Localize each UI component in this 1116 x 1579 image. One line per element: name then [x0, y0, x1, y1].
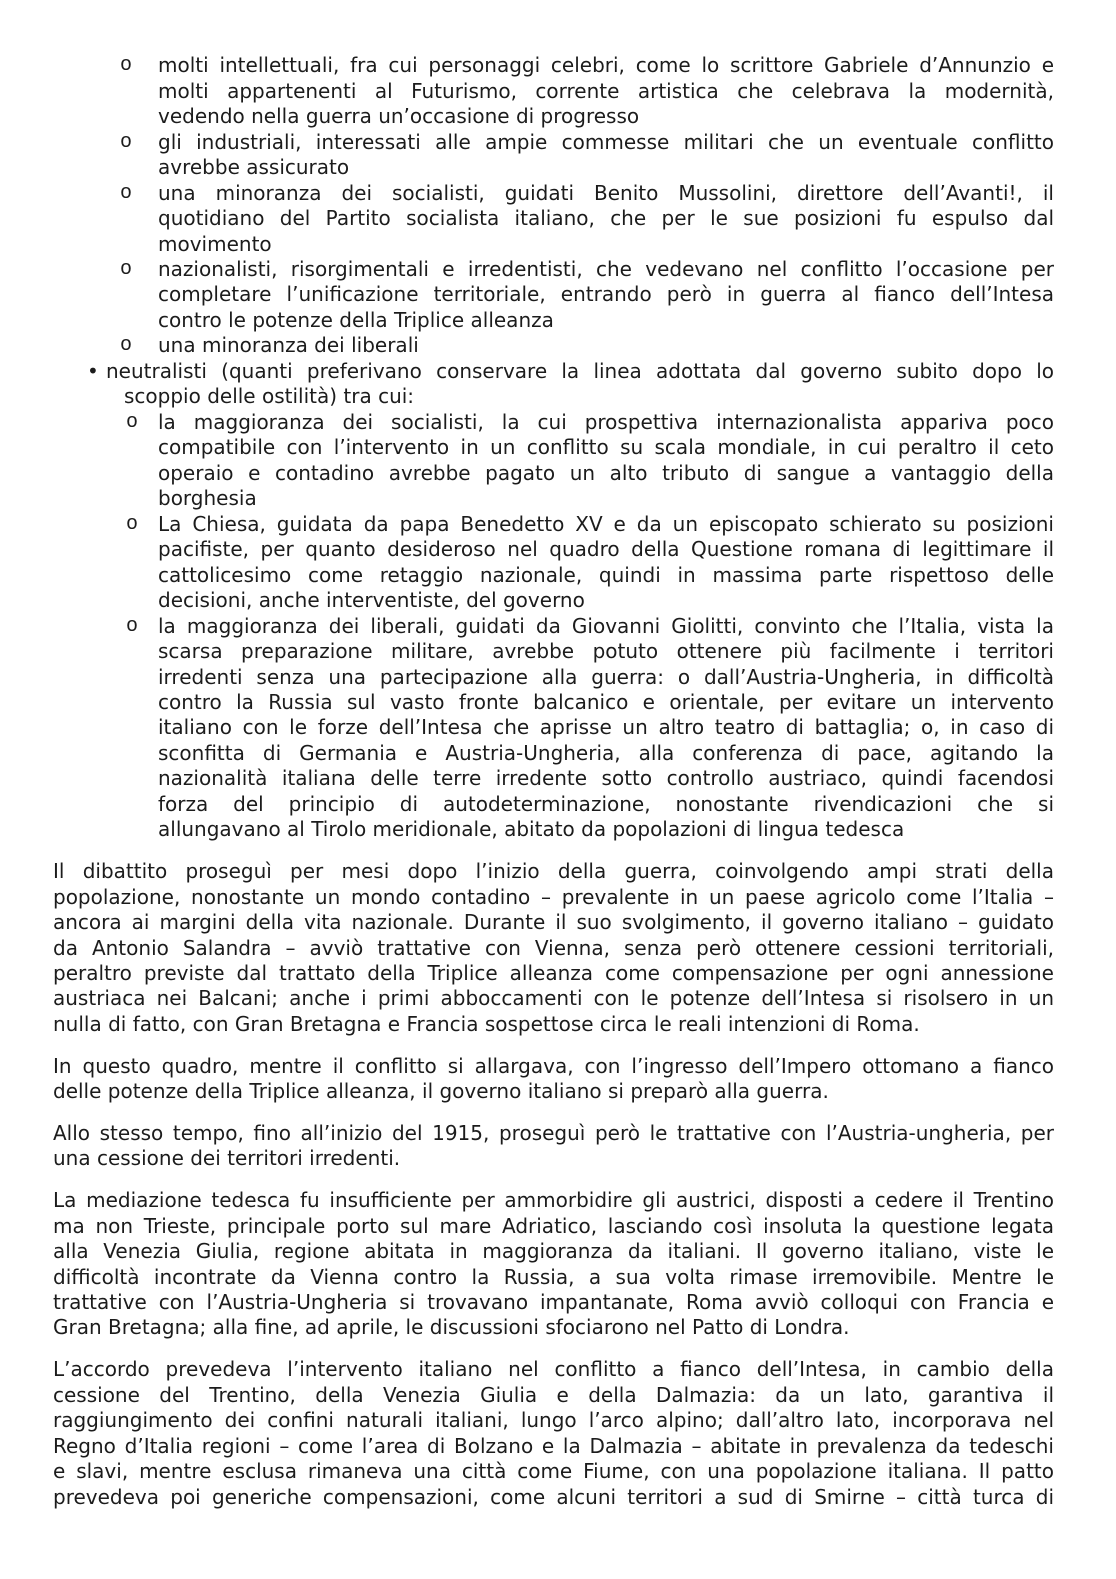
text-line: Il dibattito proseguì per mesi dopo l’inizio della guerra, coinvolgendo ampi strati della: [53, 859, 1054, 884]
text-line: allungavano al Tirolo meridionale, abitato da popolazioni di lingua tedesca: [158, 817, 905, 842]
text-line: cessione del Trentino, della Venezia Giulia e della Dalmazia: da un lato, garantiva il: [53, 1382, 1054, 1407]
neutralisti-sub-list: [126, 409, 1054, 843]
text-line: e slavi, mentre esclusa rimaneva una città come Fiume, con una popolazione italiana. Il patto: [53, 1459, 1054, 1484]
list-marker: o: [126, 614, 139, 638]
text-line: raggiungimento dei confini naturali italiani, lungo l’arco alpino; dall’altro lato, incorporava nel: [53, 1408, 1054, 1433]
text-line: operaio e contadino avrebbe pagato un alto tributo di sangue a vantaggio della: [158, 460, 1054, 485]
text-line: la maggioranza dei socialisti, la cui prospettiva internazionalista appariva poco: [158, 409, 1054, 434]
text-line: neutralisti (quanti preferivano conservare la linea adottata dal governo subito dopo lo: [106, 358, 1054, 383]
text-line: una minoranza dei socialisti, guidati Benito Mussolini, direttore dell’Avanti!, il: [158, 180, 1054, 205]
text-line: popolazione, nonostante un mondo contadino – prevalente in un paese agricolo come l’Italia –: [53, 884, 1054, 909]
list-item: [120, 257, 1054, 333]
paragraph: [53, 1121, 1054, 1172]
text-line: sconfitta di Germania e Austria-Ungheria, alla conferenza di pace, agitando la: [158, 740, 1054, 765]
text-line: avrebbe assicurato: [158, 155, 350, 180]
text-line: vedendo nella guerra un’occasione di progresso: [158, 104, 640, 129]
text-line: decisioni, anche interventiste, del governo: [158, 588, 585, 613]
text-line: L’accordo prevedeva l’intervento italiano nel conflitto a fianco dell’Intesa, in cambio della: [53, 1357, 1054, 1382]
text-line: Allo stesso tempo, fino all’inizio del 1915, proseguì però le trattative con l’Austria-ungheria, per: [53, 1120, 1054, 1145]
text-line: alla Venezia Giulia, regione abitata in maggioranza da italiani. Il governo italiano, viste le: [53, 1239, 1054, 1264]
text-line: pacifiste, per quanto desideroso nel quadro della Questione romana di legittimare il: [158, 537, 1054, 562]
list-item: [126, 613, 1054, 843]
list-item: [120, 333, 1054, 358]
text-line: movimento: [158, 231, 272, 256]
interventisti-sub-list: [120, 53, 1054, 359]
document-page: [53, 53, 1054, 1510]
text-line: gli industriali, interessati alle ampie commesse militari che un eventuale conflitto: [158, 129, 1054, 154]
list-item: [126, 409, 1054, 512]
text-line: quotidiano del Partito socialista italiano, che per le sue posizioni fu espulso dal: [158, 206, 1054, 231]
text-line: ancora ai margini della vita nazionale. Durante il suo svolgimento, il governo italiano – guidato: [53, 910, 1054, 935]
text-line: da Antonio Salandra – avviò trattative con Vienna, senza però ottenere cessioni territoriali,: [53, 935, 1054, 960]
text-line: contro le potenze della Triplice alleanza: [158, 307, 554, 332]
bullet-marker: •: [87, 358, 99, 383]
text-line: una cessione dei territori irredenti.: [53, 1146, 401, 1171]
text-line: Regno d’Italia regioni – come l’area di Bolzano e la Dalmazia – abitate in prevalenza da tedeschi: [53, 1433, 1054, 1458]
list-item: [120, 53, 1054, 129]
text-line: la maggioranza dei liberali, guidati da Giovanni Giolitti, convinto che l’Italia, vista la: [158, 613, 1054, 638]
list-marker: o: [120, 181, 133, 205]
list-marker: o: [120, 54, 133, 78]
text-line: irredenti senza una partecipazione alla guerra: o dall’Austria-Ungheria, in difficoltà: [158, 664, 1054, 689]
text-line: nazionalisti, risorgimentali e irredentisti, che vedevano nel conflitto l’occasione per: [158, 257, 1054, 282]
text-line: molti appartenenti al Futurismo, corrente artistica che celebrava la modernità,: [158, 78, 1054, 103]
list-marker: o: [126, 512, 139, 536]
text-line: austriaca nei Balcani; anche i primi abboccamenti con le potenze dell’Intesa si risolsero in un: [53, 986, 1054, 1011]
paragraph: [53, 1357, 1054, 1510]
text-line: trattative con l’Austria-Ungheria si trovavano impantanate, Roma avviò colloqui con Francia e: [53, 1290, 1054, 1315]
neutralisti-bullet-item: [53, 359, 1054, 410]
list-marker: o: [120, 258, 133, 282]
text-line: borghesia: [158, 486, 257, 511]
text-line: completare l’unificazione territoriale, entrando però in guerra al fianco dell’Intesa: [158, 282, 1054, 307]
text-line: La Chiesa, guidata da papa Benedetto XV e da un episcopato schierato su posizioni: [158, 511, 1054, 536]
text-line: una minoranza dei liberali: [158, 333, 419, 358]
text-line: scoppio delle ostilità) tra cui:: [124, 384, 415, 409]
text-line: ma non Trieste, principale porto sul mare Adriatico, lasciando così insoluta la questione legata: [53, 1213, 1054, 1238]
text-line: In questo quadro, mentre il conflitto si allargava, con l’ingresso dell’Impero ottomano a fianco: [53, 1053, 1054, 1078]
text-line: cattolicesimo come retaggio nazionale, quindi in massima parte rispettoso delle: [158, 562, 1054, 587]
text-line: scarsa preparazione militare, avrebbe potuto ottenere più facilmente i territori: [158, 639, 1054, 664]
text-line: Gran Bretagna; alla fine, ad aprile, le discussioni sfociarono nel Patto di Londra.: [53, 1315, 850, 1340]
list-marker: o: [120, 334, 133, 358]
list-marker: o: [120, 130, 133, 154]
list-marker: o: [126, 410, 139, 434]
paragraph: [53, 859, 1054, 1037]
text-line: nulla di fatto, con Gran Bretagna e Francia sospettose circa le reali intenzioni di Roma.: [53, 1011, 920, 1036]
text-line: delle potenze della Triplice alleanza, il governo italiano si preparò alla guerra.: [53, 1079, 829, 1104]
list-item: [126, 511, 1054, 614]
text-line: italiano con le forze dell’Intesa che aprisse un altro teatro di battaglia; o, in caso di: [158, 715, 1054, 740]
text-line: peraltro previste dal trattato della Triplice alleanza come compensazione per ogni annessione: [53, 960, 1054, 985]
paragraph: [53, 1054, 1054, 1105]
text-line: difficoltà incontrate da Vienna contro la Russia, a sua volta rimase irremovibile. Mentre le: [53, 1264, 1054, 1289]
text-line: molti intellettuali, fra cui personaggi celebri, come lo scrittore Gabriele d’Annunzio e: [158, 53, 1054, 78]
list-item: [120, 180, 1054, 257]
list-item: [120, 129, 1054, 181]
paragraph: [53, 1188, 1054, 1341]
text-line: contro la Russia sul vasto fronte balcanico e orientale, per evitare un intervento: [158, 689, 1054, 714]
text-line: compatibile con l’intervento in un conflitto su scala mondiale, in cui peraltro il ceto: [158, 435, 1054, 460]
text-line: prevedeva poi generiche compensazioni, come alcuni territori a sud di Smirne – città turca di: [53, 1484, 1054, 1509]
text-line: nazionalità italiana delle terre irredente sotto controllo austriaco, quindi facendosi: [158, 766, 1054, 791]
text-line: La mediazione tedesca fu insufficiente per ammorbidire gli austrici, disposti a cedere il Trentino: [53, 1188, 1054, 1213]
text-line: forza del principio di autodeterminazione, nonostante rivendicazioni che si: [158, 791, 1054, 816]
